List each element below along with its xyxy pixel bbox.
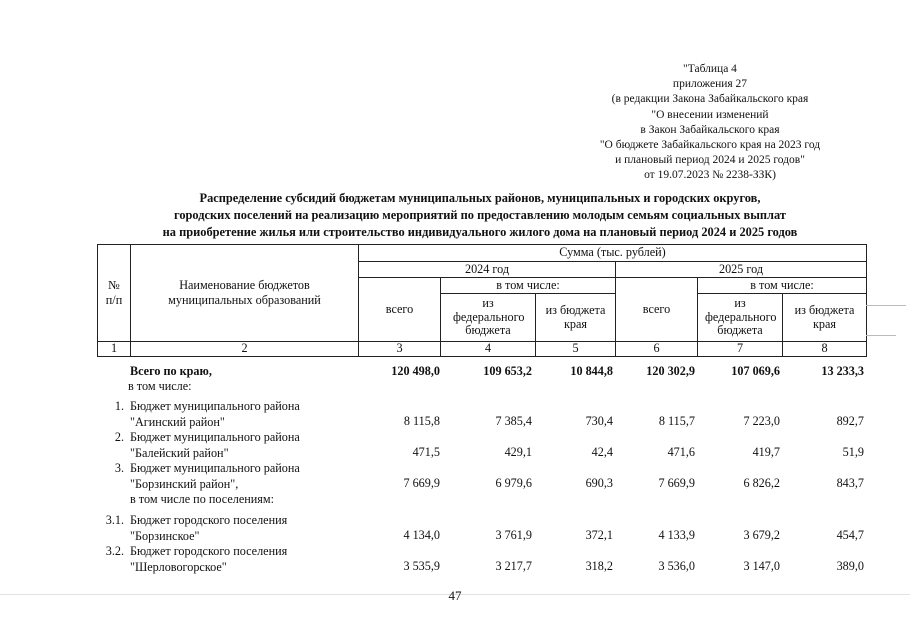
cell-federal-2025: 3 679,2: [743, 528, 780, 542]
cell-total-2024: 7 669,9: [403, 476, 440, 490]
cell-regional-2024: 10 844,8: [570, 364, 613, 378]
cell-regional-2024: 730,4: [585, 414, 613, 428]
header-line: в Закон Забайкальского края: [640, 123, 780, 136]
header-including-2024: в том числе:: [441, 278, 616, 294]
row-num: 3.: [114, 461, 124, 475]
header-line: и плановый период 2024 и 2025 годов": [615, 154, 805, 167]
col-number: 1: [98, 342, 131, 357]
cell-regional-2024: 372,1: [585, 528, 613, 542]
cell-total-2025: 120 302,9: [646, 364, 695, 378]
cell-federal-2025: 7 223,0: [743, 414, 780, 428]
cell-total-2025: 471,6: [667, 445, 695, 459]
header-regional-2024: из бюджета края: [536, 294, 616, 342]
cell-total-2025: 4 133,9: [658, 528, 695, 542]
header-line: приложения 27: [672, 78, 748, 91]
cell-regional-2025: 843,7: [836, 476, 864, 490]
col-number: 6: [616, 342, 698, 357]
cell-total-2024: 120 498,0: [391, 364, 440, 378]
header-line: (в редакции Закона Забайкальского края: [611, 93, 809, 106]
cell-regional-2025: 892,7: [836, 414, 864, 428]
cell-total-2025: 3 536,0: [658, 559, 695, 573]
header-line: "О бюджете Забайкальского края на 2023 год: [599, 139, 821, 152]
cell-regional-2025: 51,9: [842, 445, 864, 459]
header-year-2024: 2024 год: [359, 262, 616, 278]
cell-total-2025: 7 669,9: [658, 476, 695, 490]
cell-federal-2025: 6 826,2: [743, 476, 780, 490]
scan-artifact: [866, 305, 906, 306]
header-total-2025: всего: [616, 278, 698, 342]
header-sum: Сумма (тыс. рублей): [359, 245, 867, 262]
cell-total-2024: 471,5: [412, 445, 440, 459]
col-number: 7: [698, 342, 783, 357]
header-regional-2025: из бюджета края: [783, 294, 867, 342]
header-num: № п/п: [98, 245, 131, 342]
col-number: 4: [441, 342, 536, 357]
row-name: Бюджет муниципального района "Агинский район": [130, 399, 300, 429]
row-name: в том числе:: [128, 379, 192, 393]
page-number: 47: [448, 588, 462, 603]
header-note: [560, 62, 860, 184]
header-line: "О внесении изменений: [651, 108, 769, 121]
cell-federal-2025: 419,7: [752, 445, 780, 459]
row-name: Бюджет муниципального района "Борзинский район", в том числе по поселениям:: [130, 461, 300, 506]
cell-total-2024: 3 535,9: [403, 559, 440, 573]
header-including-2025: в том числе:: [698, 278, 867, 294]
row-num: 1.: [114, 399, 124, 413]
header-total-2024: всего: [359, 278, 441, 342]
cell-federal-2025: 107 069,6: [731, 364, 780, 378]
col-number: 5: [536, 342, 616, 357]
title-line: Распределение субсидий бюджетам муниципальных районов, муниципальных и городских округов,: [199, 191, 761, 205]
row-num: 2.: [114, 430, 124, 444]
cell-total-2024: 8 115,8: [403, 414, 440, 428]
cell-federal-2025: 3 147,0: [743, 559, 780, 573]
cell-federal-2024: 3 761,9: [495, 528, 532, 542]
cell-regional-2024: 690,3: [585, 476, 613, 490]
header-name: Наименование бюджетов муниципальных образований: [131, 245, 359, 342]
cell-federal-2024: 6 979,6: [495, 476, 532, 490]
header-federal-2024: из федерального бюджета: [441, 294, 536, 342]
cell-federal-2024: 109 653,2: [483, 364, 532, 378]
row-num: 3.2.: [105, 544, 124, 558]
row-name: Бюджет городского поселения "Борзинское": [130, 513, 288, 543]
cell-total-2025: 8 115,7: [658, 414, 695, 428]
cell-total-2024: 4 134,0: [403, 528, 440, 542]
scan-artifact: [866, 335, 896, 336]
header-line: "Таблица 4: [683, 63, 737, 75]
col-number: 3: [359, 342, 441, 357]
cell-regional-2025: 454,7: [836, 528, 864, 542]
cell-regional-2025: 389,0: [836, 559, 864, 573]
cell-federal-2024: 3 217,7: [495, 559, 532, 573]
cell-federal-2024: 7 385,4: [495, 414, 532, 428]
document-title: [90, 190, 870, 241]
row-name: Бюджет городского поселения "Шерловогорское": [130, 544, 288, 574]
table-header: [97, 244, 867, 357]
row-name: Бюджет муниципального района "Балейский район": [130, 430, 300, 460]
cell-regional-2025: 13 233,3: [821, 364, 864, 378]
title-line: на приобретение жилья или строительство индивидуального жилого дома на плановый период 2024 и 2025 годов: [162, 225, 798, 239]
header-year-2025: 2025 год: [616, 262, 867, 278]
col-number: 8: [783, 342, 867, 357]
row-num: 3.1.: [105, 513, 124, 527]
col-number: 2: [131, 342, 359, 357]
header-line: от 19.07.2023 № 2238-ЗЗК): [644, 169, 776, 182]
cell-regional-2024: 318,2: [585, 559, 613, 573]
cell-regional-2024: 42,4: [591, 445, 613, 459]
header-federal-2025: из федерального бюджета: [698, 294, 783, 342]
row-name: Всего по краю,: [130, 364, 212, 378]
title-line: городских поселений на реализацию мероприятий по предоставлению молодым семьям социальных выплат: [174, 208, 786, 222]
cell-federal-2024: 429,1: [504, 445, 532, 459]
